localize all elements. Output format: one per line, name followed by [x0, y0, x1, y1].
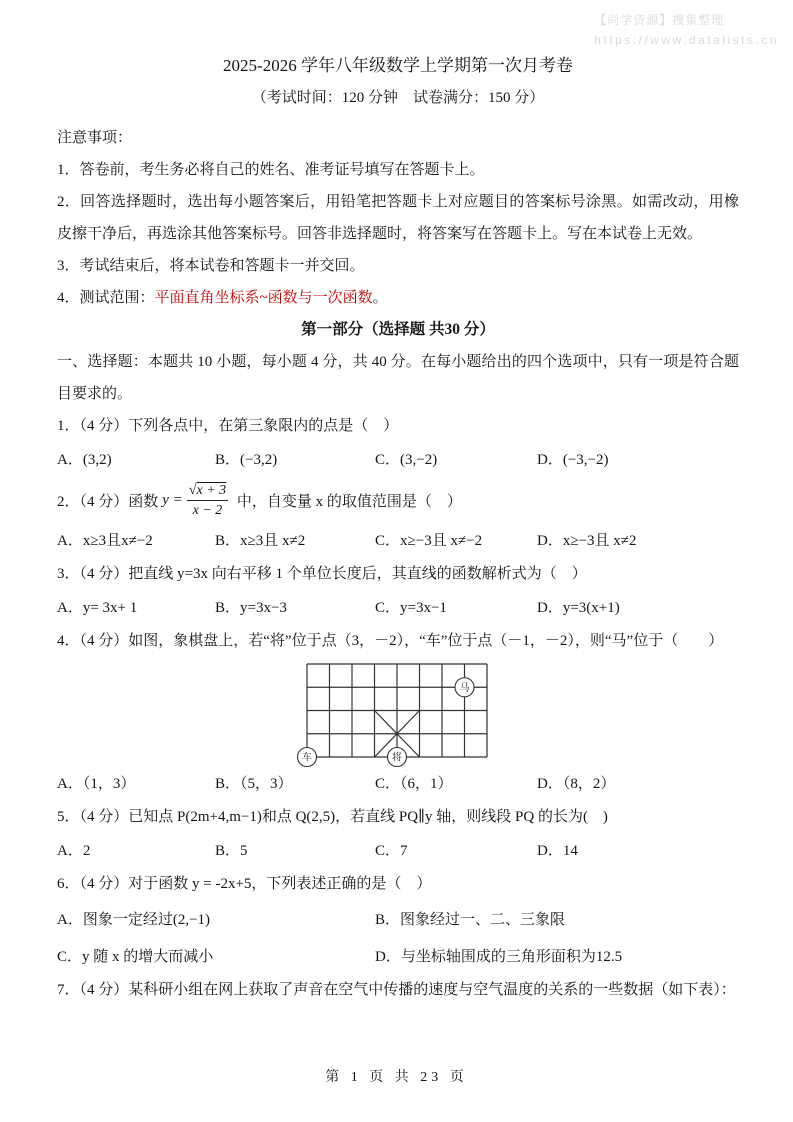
section-intro: 一、选择题：本题共 10 小题，每小题 4 分，共 40 分。在每小题给出的四个选项中，只有一项是符合题目要求的。	[57, 354, 739, 402]
piece-horse	[455, 678, 474, 697]
notice-item-4-scope: 平面直角坐标系~函数与一次函数	[154, 290, 373, 306]
chessboard-svg	[296, 660, 500, 770]
q3-option-d: D．y=3(x+1)	[537, 600, 620, 616]
q5-option-d: D．14	[537, 843, 578, 859]
question-4-options	[57, 768, 739, 800]
question-5-stem: 5．（4 分）已知点 P(2m+4,m−1)和点 Q(2,5)，若直线 PQ∥y 轴，则线段 PQ 的长为( )	[57, 809, 608, 825]
q2-formula-lhs: y =	[162, 491, 183, 508]
document-content	[57, 52, 739, 1006]
q4-option-c: C．（6，1）	[375, 776, 453, 792]
notice-item-2: 2．回答选择题时，选出每小题答案后，用铅笔把答题卡上对应题目的答案标号涂黑。如需改动，用橡皮擦干净后，再选涂其他答案标号。回答非选择题时，将答案写在答题卡上。写在本试卷上无效。	[57, 194, 739, 242]
q2-option-b: B．x≥3且 x≠2	[215, 533, 306, 549]
q5-option-a: A．2	[57, 843, 91, 859]
question-4-stem: 4．（4 分）如图，象棋盘上，若“将”位于点（3，－2），“车”位于点（－1，－2），则“马”位于（ ）	[57, 633, 724, 649]
piece-chariot-label: 车	[302, 752, 312, 764]
q2-stem-suffix: 中，自变量 x 的取值范围是（ ）	[233, 493, 462, 510]
radicand: x + 3	[196, 482, 227, 498]
question-3-stem: 3．（4 分）把直线 y=3x 向右平移 1 个单位长度后，其直线的函数解析式为（ ）	[57, 566, 587, 582]
q1-option-d: D．(−3,−2)	[537, 452, 609, 468]
q1-option-a: A．(3,2)	[57, 452, 112, 468]
piece-horse-label: 马	[459, 683, 470, 694]
q5-option-c: C．7	[375, 843, 408, 859]
q1-option-c: C．(3,−2)	[375, 452, 438, 468]
notice-heading: 注意事项：	[57, 130, 133, 146]
piece-general	[388, 748, 407, 767]
q6-option-a: A．图象一定经过(2,−1)	[57, 912, 211, 928]
question-1-options	[57, 444, 739, 476]
q4-option-b: B．（5，3）	[215, 776, 293, 792]
notice-item-3: 3．考试结束后，将本试卷和答题卡一并交回。	[57, 258, 365, 274]
sqrt-symbol: √	[188, 482, 197, 498]
q2-option-d: D．x≥−3且 x≠2	[537, 533, 637, 549]
page-title: 2025-2026 学年八年级数学上学期第一次月考卷	[223, 56, 573, 75]
watermark-source: 【尚学资源】搜集整理	[594, 13, 725, 27]
fraction-numerator	[187, 482, 228, 501]
q6-option-d: D．与坐标轴围成的三角形面积为12.5	[375, 949, 623, 965]
question-6-stem: 6．（4 分）对于函数 y = -2x+5，下列表述正确的是（ ）	[57, 876, 432, 892]
section-heading: 第一部分（选择题 共30 分）	[301, 321, 495, 338]
q6-option-c: C．y 随 x 的增大而减小	[57, 949, 214, 965]
fraction	[187, 482, 228, 519]
notice-item-4-period: 。	[372, 290, 388, 306]
q2-option-c: C．x≥−3且 x≠−2	[375, 533, 483, 549]
q6-option-b: B．图象经过一、二、三象限	[375, 912, 566, 928]
watermark	[594, 10, 779, 50]
q4-option-d: D．（8，2）	[537, 776, 616, 792]
q3-option-b: B．y=3x−3	[215, 600, 287, 616]
q1-option-b: B．(−3,2)	[215, 452, 278, 468]
piece-general-label: 将	[392, 752, 402, 764]
notice-item-4-prefix: 4．测试范围：	[57, 290, 155, 306]
question-2-options	[57, 525, 739, 557]
notice-item-1: 1．答卷前，考生务必将自己的姓名、准考证号填写在答题卡上。	[57, 162, 485, 178]
q3-option-a: A．y= 3x+ 1	[57, 600, 138, 616]
q2-stem-prefix: 2．（4 分）函数	[57, 493, 159, 510]
question-3-options	[57, 592, 739, 624]
question-1-stem: 1．（4 分）下列各点中，在第三象限内的点是（ ）	[57, 418, 399, 434]
q2-option-a: A．x≥3且x≠−2	[57, 533, 153, 549]
question-5-options	[57, 835, 739, 867]
question-2-stem	[57, 477, 739, 523]
chessboard-figure	[57, 660, 739, 764]
question-7-stem: 7．（4 分）某科研小组在网上获取了声音在空气中传播的速度与空气温度的关系的一些数据（如下表）：	[57, 982, 736, 998]
fraction-denominator: x − 2	[192, 502, 223, 518]
q3-option-c: C．y=3x−1	[375, 600, 447, 616]
piece-chariot	[298, 748, 317, 767]
watermark-url: https://www.datalists.cn	[594, 33, 779, 47]
notice-item-4	[57, 282, 739, 314]
page-footer: 第 1 页 共 23 页	[325, 1070, 468, 1085]
exam-subtitle: （考试时间：120 分钟 试卷满分：150 分）	[251, 90, 545, 106]
q4-option-a: A．（1，3）	[57, 776, 136, 792]
question-6-options	[57, 904, 739, 973]
q5-option-b: B．5	[215, 843, 248, 859]
